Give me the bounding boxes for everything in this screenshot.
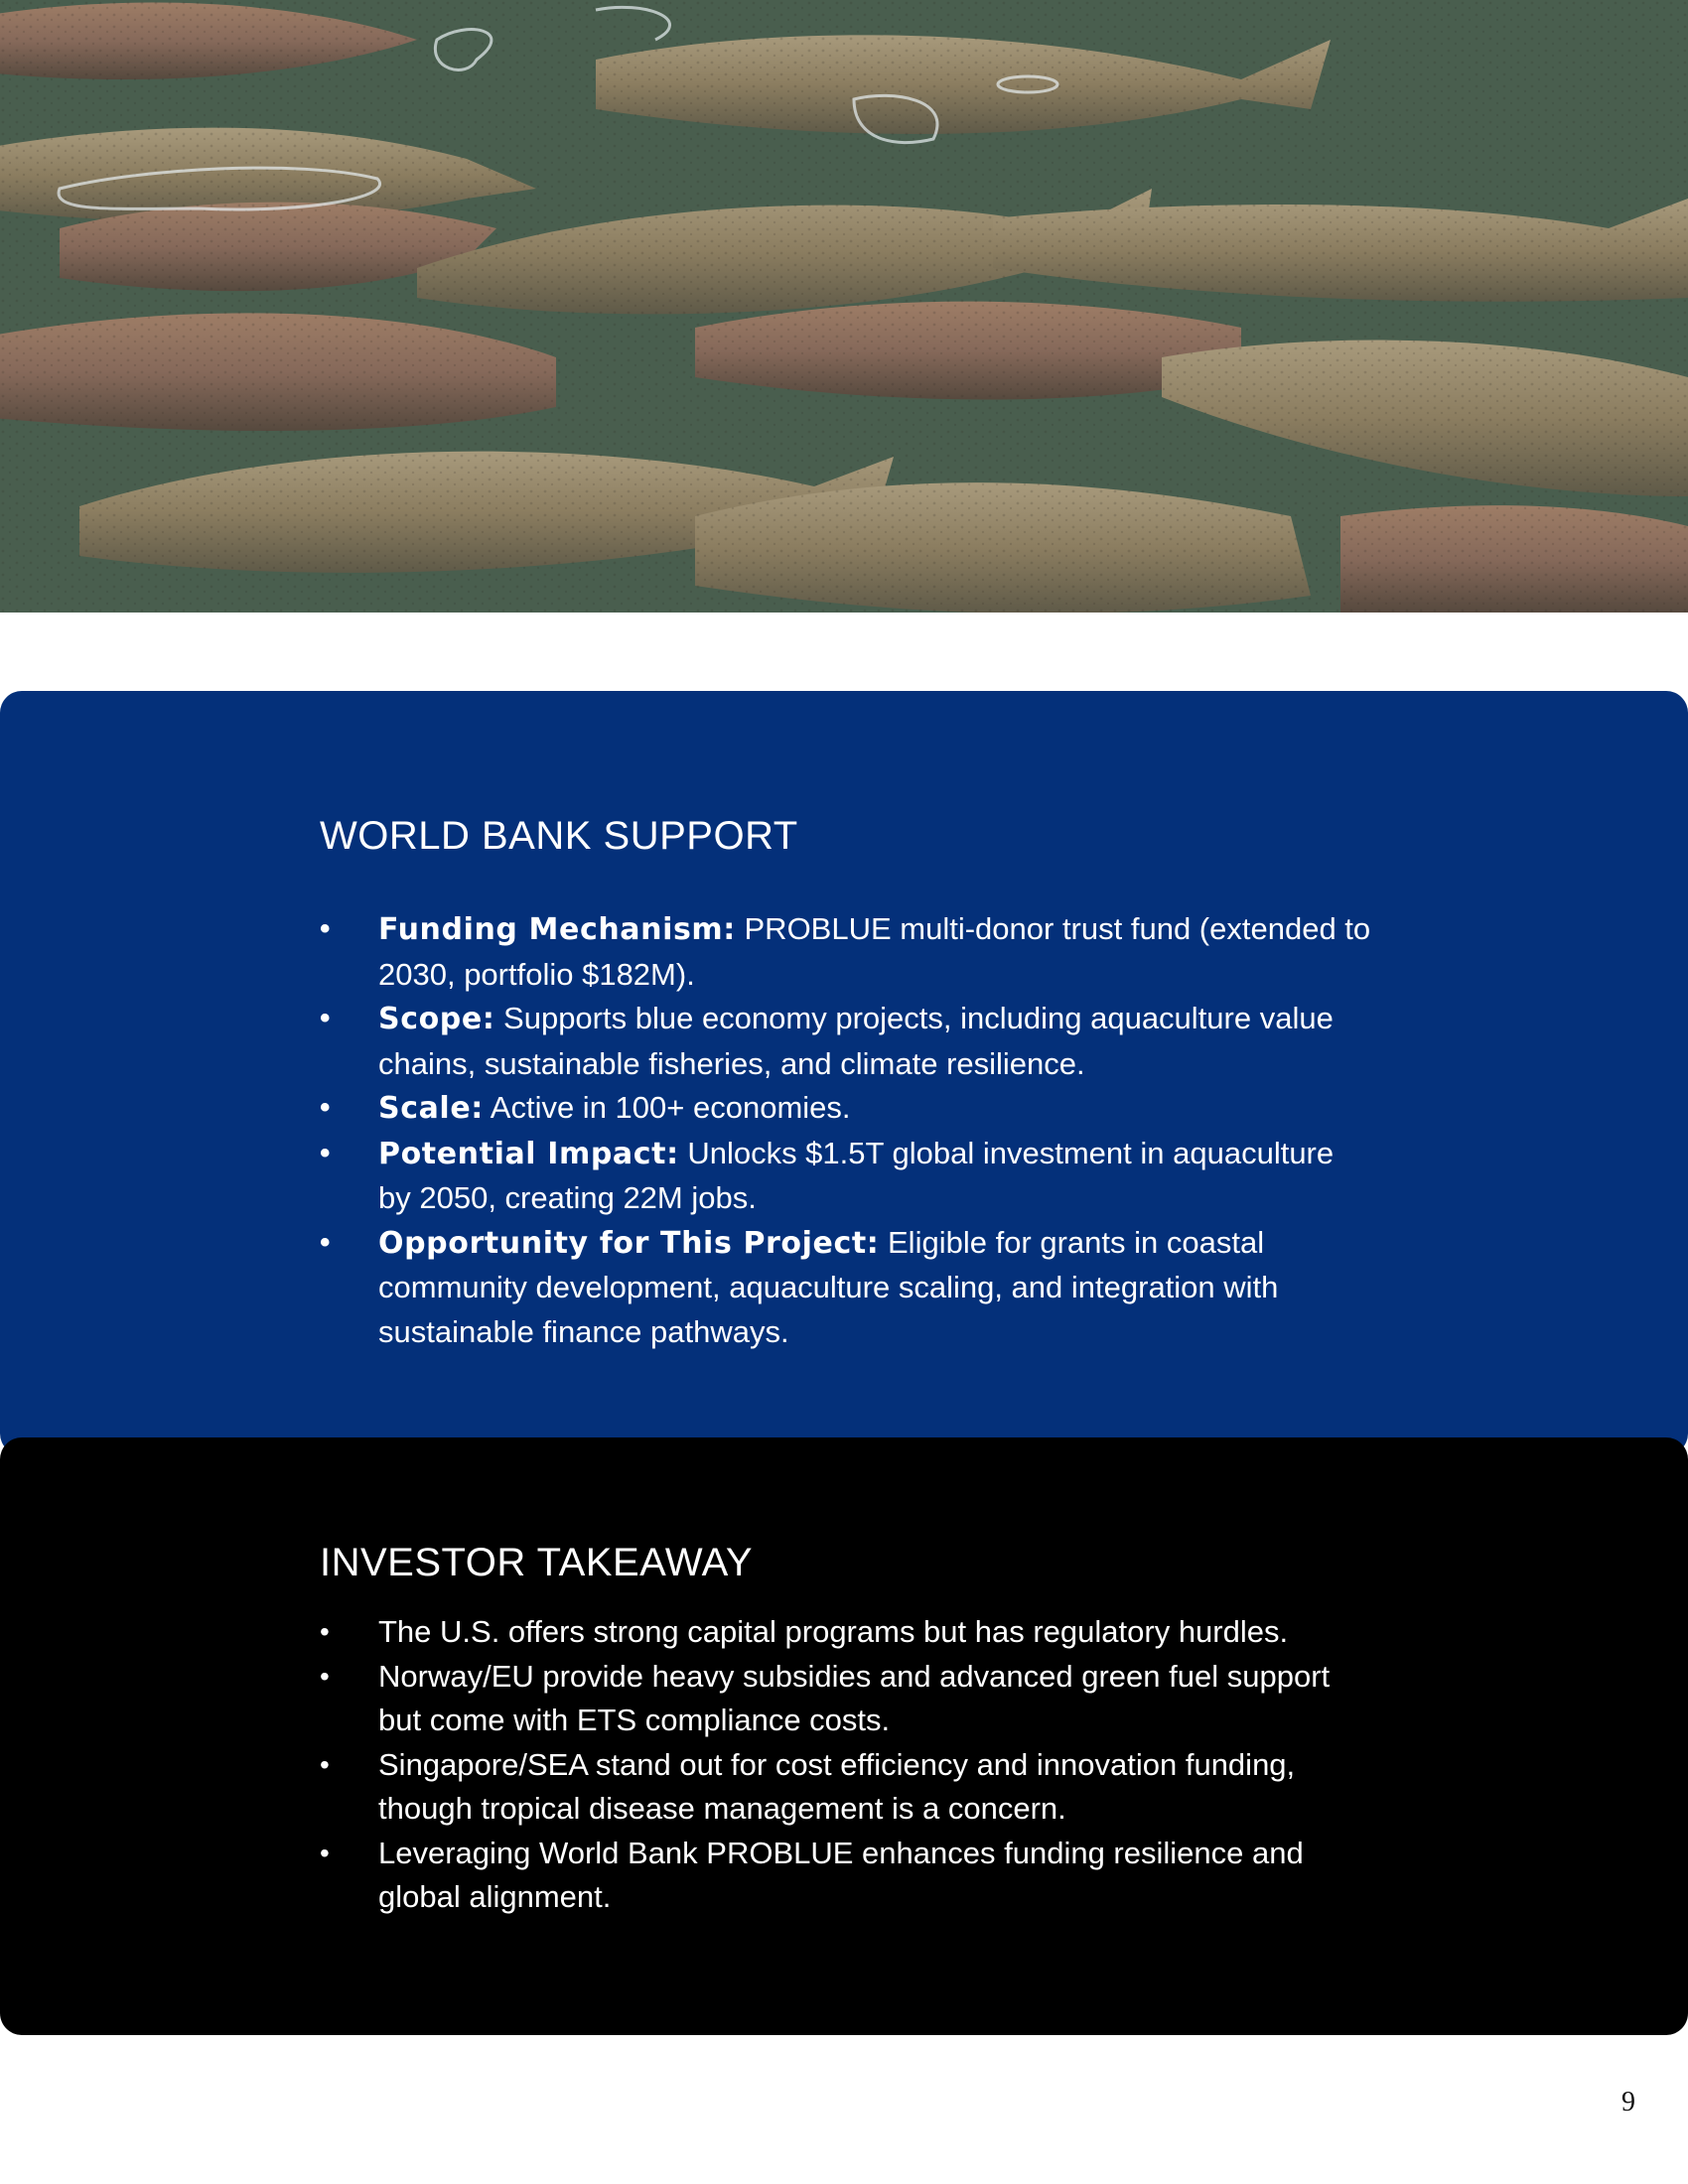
item-text: Eligible for grants in coastal community development, aquaculture scaling, and integration with sustainable finance pathways.	[378, 1224, 1279, 1349]
world-bank-support-panel	[0, 691, 1688, 1455]
bullet-icon: •	[320, 1002, 331, 1034]
world-bank-support-list	[320, 907, 1372, 1354]
item-term: Scope:	[378, 1002, 495, 1036]
bullet-icon: •	[320, 1136, 331, 1169]
page-number: 9	[1621, 2087, 1635, 2117]
list-item	[320, 1610, 1372, 1655]
bullet-icon: •	[320, 1091, 331, 1124]
item-term: Opportunity for This Project:	[378, 1225, 880, 1261]
fish-school-photo	[0, 0, 1688, 613]
list-item	[320, 1086, 1372, 1132]
investor-takeaway-title: INVESTOR TAKEAWAY	[320, 1541, 753, 1584]
item-text: Supports blue economy projects, including aquaculture value chains, sustainable fisheries, and climate resilience.	[378, 1001, 1334, 1081]
list-item	[320, 1221, 1372, 1355]
item-term: Potential Impact:	[378, 1136, 679, 1171]
item-text: Leveraging World Bank PROBLUE enhances funding resilience and global alignment.	[378, 1835, 1304, 1914]
item-text: Unlocks $1.5T global investment in aquaculture by 2050, creating 22M jobs.	[378, 1135, 1335, 1215]
bullet-icon: •	[320, 1225, 331, 1259]
list-item	[320, 1832, 1372, 1920]
list-item	[320, 907, 1372, 997]
investor-takeaway-list	[320, 1610, 1372, 1920]
fish-school-photo-icon	[0, 0, 1688, 613]
bullet-icon: •	[320, 1837, 330, 1868]
list-item	[320, 1655, 1372, 1743]
investor-takeaway-panel	[0, 1437, 1688, 2035]
world-bank-support-title: WORLD BANK SUPPORT	[320, 814, 798, 858]
bullet-icon: •	[320, 1748, 330, 1780]
item-text: Active in 100+ economies.	[483, 1090, 851, 1125]
item-text: The U.S. offers strong capital programs but has regulatory hurdles.	[378, 1614, 1289, 1649]
list-item	[320, 1743, 1372, 1832]
item-text: Norway/EU provide heavy subsidies and advanced green fuel support but come with ETS compliance costs.	[378, 1658, 1331, 1737]
item-term: Funding Mechanism:	[378, 912, 736, 947]
list-item	[320, 1132, 1372, 1221]
bullet-icon: •	[320, 912, 331, 945]
item-text: PROBLUE multi-donor trust fund (extended to 2030, portfolio $182M).	[378, 911, 1371, 992]
bullet-icon: •	[320, 1616, 330, 1647]
list-item	[320, 997, 1372, 1086]
item-term: Scale:	[378, 1091, 484, 1126]
bullet-icon: •	[320, 1660, 330, 1692]
item-text: Singapore/SEA stand out for cost efficiency and innovation funding, though tropical disease management is a concern.	[378, 1746, 1296, 1826]
